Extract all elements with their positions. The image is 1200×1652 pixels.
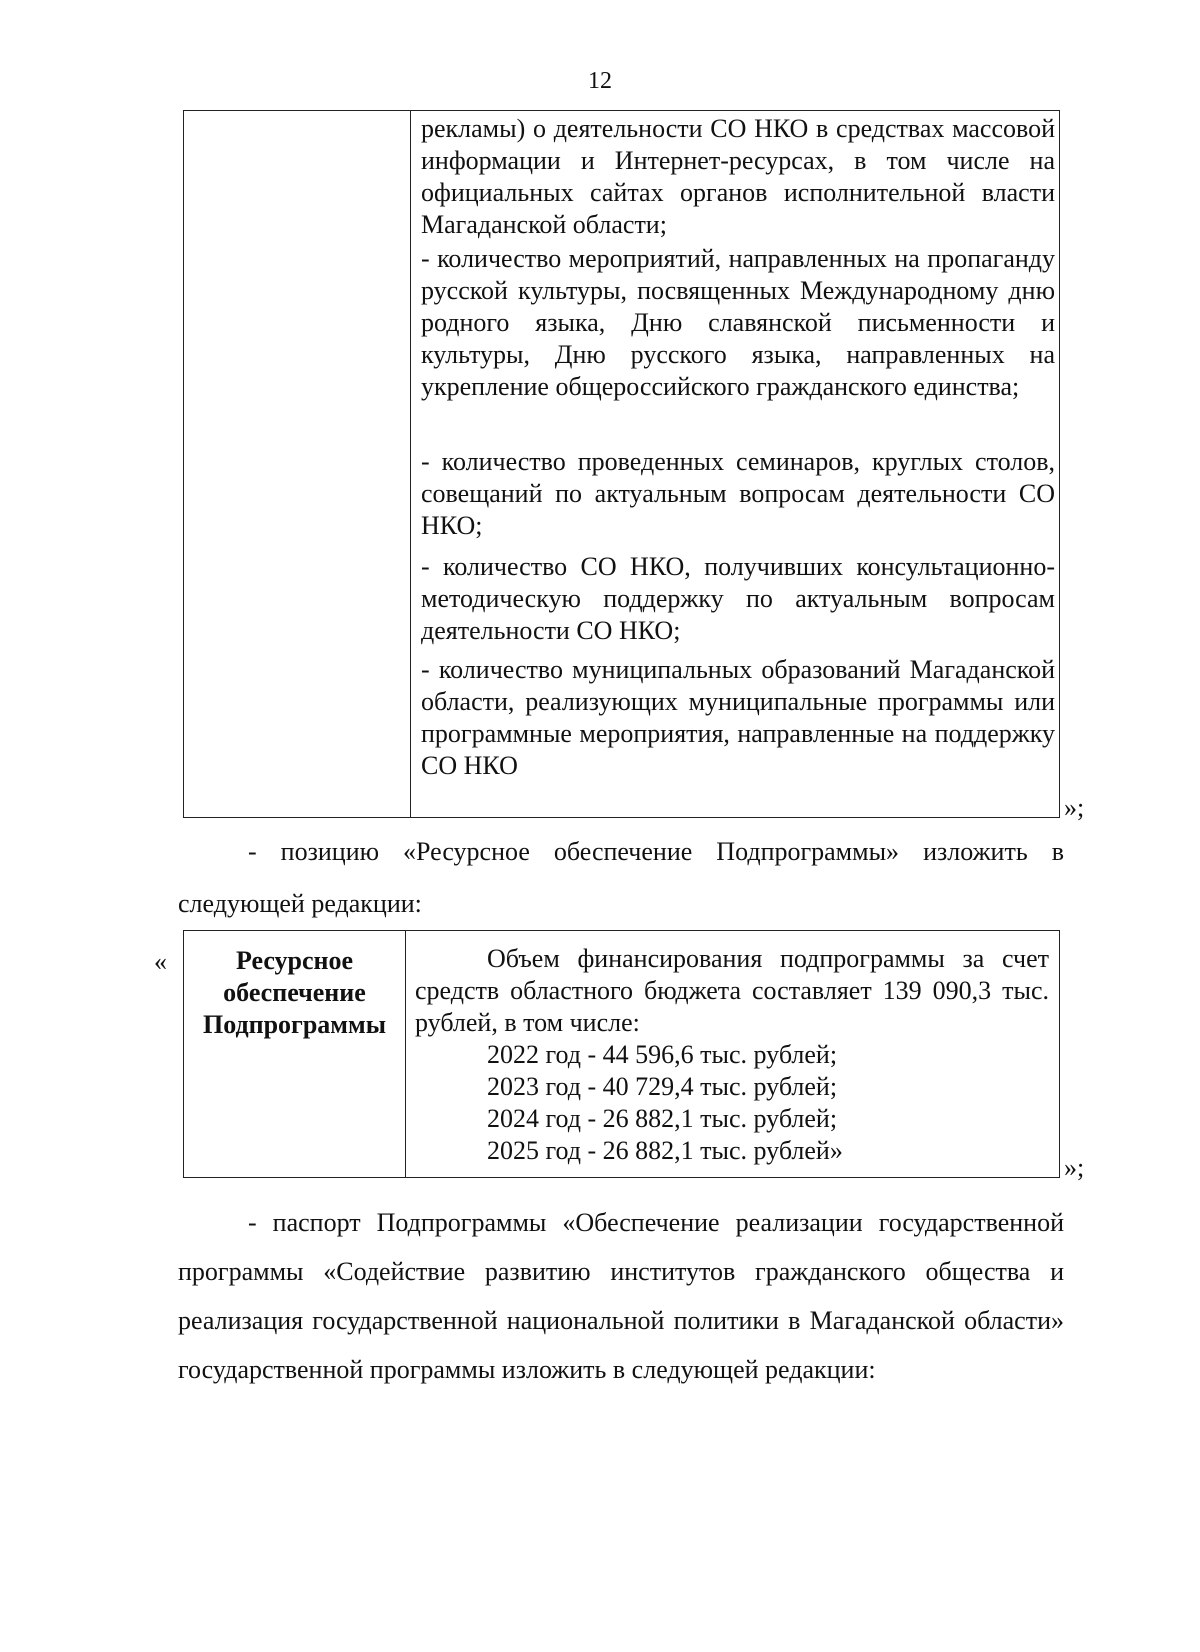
indicator-item: - количество СО НКО, получивших консультационно-методическую поддержку по актуальным вопросам деятельности СО НКО; [421,552,1055,645]
resource-header-line: обеспечение [223,978,366,1007]
funding-year: 2023 год - 40 729,4 тыс. рублей; [487,1072,838,1101]
indicator-item: - количество проведенных семинаров, круглых столов, совещаний по актуальным вопросам деятельности СО НКО; [421,447,1055,540]
resource-table-value-cell [415,943,1049,1167]
indicator-item: - количество муниципальных образований Магаданской области, реализующих муниципальные программы или программные мероприятия, направленные на поддержку СО НКО [421,655,1055,780]
funding-intro: Объем финансирования подпрограммы за счет средств областного бюджета составляет 139 090,3 тыс. рублей, в том числе: [415,944,1049,1037]
resource-header-line: Ресурсное [235,946,354,975]
page-number: 12 [588,68,612,94]
resource-table-header-cell [184,931,406,1177]
indicators-table-label-cell [184,111,411,817]
closing-quote: »; [1064,793,1085,822]
resource-table [183,930,1060,1178]
instruction-paragraph: - паспорт Подпрограммы «Обеспечение реализации государственной программы «Содействие развитию институтов гражданского общества и реализация государственной национальной политики в Магаданской области» государственной программы изложить в следующей редакции: [178,1208,1064,1384]
closing-quote: »; [1064,1153,1085,1182]
indicator-item: рекламы) о деятельности СО НКО в средствах массовой информации и Интернет-ресурсах, в том числе на официальных сайтах органов исполнительной власти Магаданской области; [421,114,1055,239]
funding-year: 2022 год - 44 596,6 тыс. рублей; [487,1040,838,1069]
indicator-item: - количество мероприятий, направленных на пропаганду русской культуры, посвященных Международному дню родного языка, Дню славянской письменности и культуры, Дню русского языка, направленных на укрепление общероссийского гражданского единства; [421,244,1055,401]
funding-year: 2024 год - 26 882,1 тыс. рублей; [487,1104,838,1133]
instruction-paragraph: - позицию «Ресурсное обеспечение Подпрограммы» изложить в следующей редакции: [178,837,1064,918]
indicators-table [183,110,1060,818]
opening-quote: « [154,947,167,976]
funding-year: 2025 год - 26 882,1 тыс. рублей» [487,1136,843,1165]
indicators-table-value-cell [411,111,1059,817]
resource-header-line: Подпрограммы [202,1010,387,1039]
